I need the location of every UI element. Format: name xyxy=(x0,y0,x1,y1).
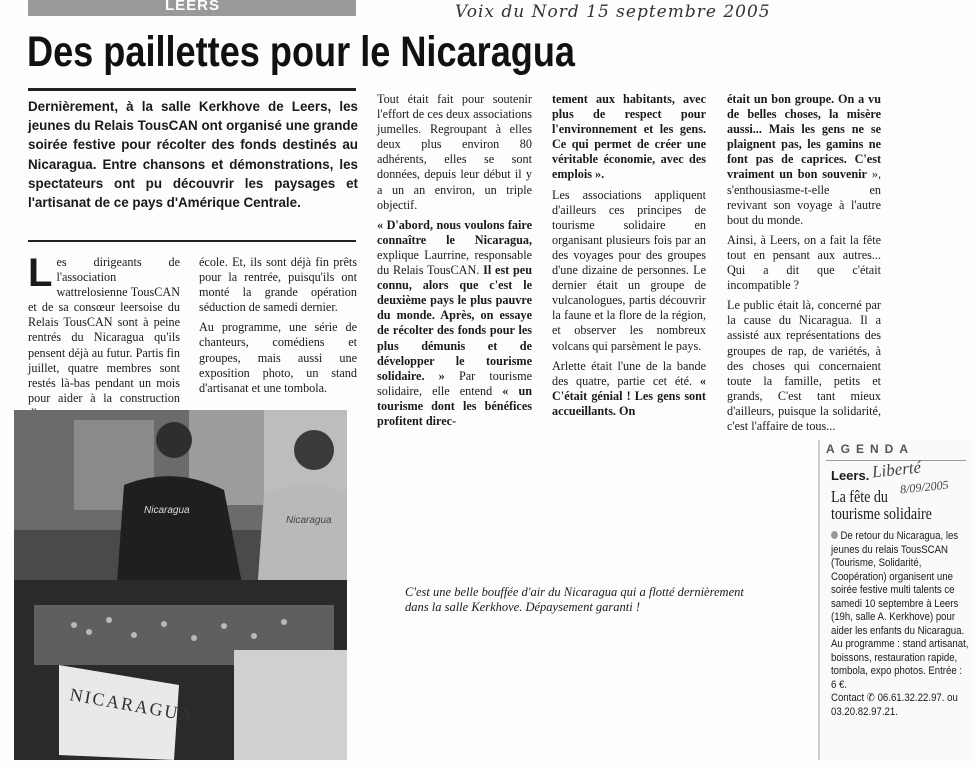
lead-top-rule xyxy=(28,88,356,91)
column-3-quote-paragraph xyxy=(377,218,532,429)
agenda-title: AGENDA xyxy=(826,442,915,456)
article-column-2 xyxy=(199,255,357,401)
column-4-paragraph: Les associations appliquent d'ailleurs ces principes de tourisme solidaire en organisant plusieurs fois par an des voyages pour des groupes d'une dizaine de personnes. Le dernier était un groupe de vulcanologues, partis découvrir la faune et la flore de la région, et observer les nombreux volcans qui parsèment le pays. xyxy=(552,187,706,353)
article-headline: Des paillettes pour le Nicaragua xyxy=(27,28,576,76)
column-4-paragraph xyxy=(552,359,706,419)
agenda-headline-line: La fête du xyxy=(831,487,888,506)
quote-text: « un tourisme dont les bénéfices profitent direc- xyxy=(377,383,532,428)
column-2-paragraph: école. Et, ils sont déjà fin prêts pour la rentrée, puisqu'ils ont monté la grande opération séduction de samedi dernier. xyxy=(199,255,357,315)
agenda-body xyxy=(831,530,969,719)
article-column-1 xyxy=(28,251,180,421)
column-2-paragraph: Au programme, une série de chanteurs, comédiens et groupes, mais aussi une exposition photo, un stand d'artisanat et une tombola. xyxy=(199,320,357,395)
handwritten-date: Voix du Nord 15 septembre 2005 xyxy=(455,2,771,22)
column-5-paragraph xyxy=(727,92,881,228)
shirt-print-right: Nicaragua xyxy=(286,515,332,526)
agenda-headline-line: tourisme solidaire xyxy=(831,504,932,523)
column-5-paragraph: Le public était là, concerné par la cause du Nicaragua. Il a assisté aux représentations des groupes de rap, de variétés, à des choses qui concernaient toute la famille, petits et grands, C'est tant mieux d'ailleurs, puisque la solidarité, c'est l'affaire de tous... xyxy=(727,298,881,433)
body-text: Arlette était l'une de la bande des quatre, partie cet été. xyxy=(552,358,706,388)
quote-text: « C'était génial ! Les gens sont accueillants. On xyxy=(552,373,706,418)
shirt-print-left: Nicaragua xyxy=(144,505,190,516)
article-photo xyxy=(14,410,347,760)
banner-text: NICARAGUA xyxy=(68,684,196,726)
article-column-3 xyxy=(377,92,532,434)
quote-text: Il est peu connu, alors que c'est le deuxième pays le plus pauvre du monde. Après, on essaye de récolter des fonds pour les plus démunis et de développer le tourisme solidaire. » xyxy=(377,263,532,383)
article-column-5 xyxy=(727,92,881,439)
agenda-program: Au programme : stand artisanat, boissons, restauration rapide, tombola, expo photos. Entrée : 6 €. xyxy=(831,638,969,691)
column-3-paragraph: Tout était fait pour soutenir l'effort de ces deux associations jumelles. Regroupant à elles deux plus environ 80 adhérents, elles se sont données, depuis leur début il y a un an environ, un triple objectif. xyxy=(377,92,532,212)
quote-text: « D'abord, nous voulons faire connaître le Nicaragua, xyxy=(377,217,532,247)
section-label: LEERS xyxy=(165,0,221,14)
column-1-text: es dirigeants de l'association wattrelosienne TousCAN et de sa consœur leersoise du Relais TousCAN sont à peine rentrés du Nicaragua qu'ils pensent déjà au futur. Partis fin juillet, quatre membres sont restés là-bas pendant un mois pour aider à la construction xyxy=(28,255,180,405)
agenda-contact: Contact ✆ 06.61.32.22.97. ou 03.20.82.97.21. xyxy=(831,692,958,718)
agenda-headline xyxy=(831,488,933,522)
column-5-paragraph: Ainsi, à Leers, on a fait la fête tout en pensant aux autres... Qui a dit que c'était incompatible ? xyxy=(727,232,881,293)
bullet-icon xyxy=(831,531,838,539)
quote-attribution: explique Laurrine, responsable du Relais TousCAN. xyxy=(377,247,532,278)
column-4-quote: tement aux habitants, avec plus de respect pour l'environnement et les gens. Ce qui permet de créer une véritable économie, avec des emplois ». xyxy=(552,92,706,182)
drop-cap: L xyxy=(28,251,53,295)
article-lead: Dernièrement, à la salle Kerkhove de Leers, les jeunes du Relais TousCAN ont organisé une grande soirée festive pour récolter des fonds destinés au Nicaragua. Entre chansons et démonstrations, les spectateurs ont pu découvrir les paysages et l'artisanat de ce pays d'Amérique Centrale. xyxy=(28,99,358,211)
body-text: Par tourisme solidaire, elle entend xyxy=(377,368,533,398)
article-column-4 xyxy=(552,92,706,424)
photo-caption: C'est une belle bouffée d'air du Nicaragua qui a flotté dernièrement dans la salle Kerkhove. Dépaysement garanti ! xyxy=(405,585,744,614)
agenda-handwritten-date: 8/09/2005 xyxy=(899,477,950,497)
agenda-description: De retour du Nicaragua, les jeunes du relais TousSCAN (Tourisme, Solidarité, Coopération) organisent une soirée festive multi talents ce samedi 10 septembre à Leers (19h, salle A. Kerkhove) pour aider les enfants du Nicaragua. xyxy=(831,530,965,637)
lead-bottom-rule xyxy=(28,240,356,242)
body-text: », s'enthousiasme-t-elle en revivant son voyage à l'autre bout du monde. xyxy=(727,167,882,227)
quote-text: était un bon groupe. On a vu de belles choses, la misère aussi... Mais les gens ne se plaignent pas, les gamins ne font pas de caprices. C'est vraiment un bon souvenir xyxy=(727,92,881,182)
agenda-handwritten-source: Liberté xyxy=(871,457,922,482)
agenda-city: Leers. xyxy=(831,468,870,483)
